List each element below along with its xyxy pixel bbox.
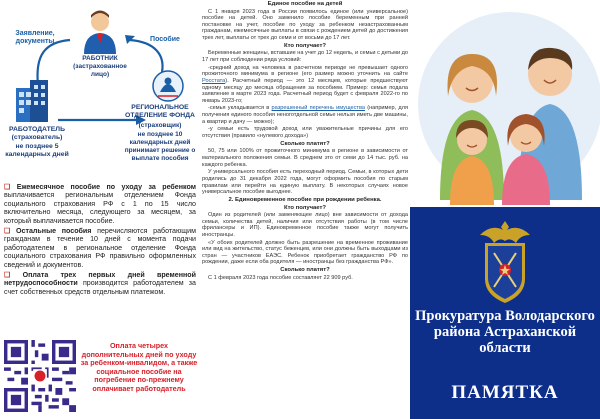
benefit-label: Пособие xyxy=(150,36,180,43)
qr-code-icon[interactable] xyxy=(4,340,76,412)
prosecutor-office-title: Прокуратура Володарского района Астраханской области xyxy=(415,308,595,356)
paragraph: Один из родителей (или заменяющее лицо) вне зависимости от дохода семьи, количества детей, наличия или отсутствия работы (в том числе фрилансеры и ИП). Единовременное пособие также могут получить иностранцы. xyxy=(202,212,408,238)
employer-deadline: не позднее 5 календарных дней xyxy=(5,143,69,158)
subheading: Кто получает? xyxy=(284,204,326,211)
prosecutor-banner xyxy=(410,207,600,419)
memo-title: ПАМЯТКА xyxy=(451,382,559,403)
subheading: Кто получает? xyxy=(284,42,326,49)
worker-icon xyxy=(84,11,116,55)
statement-label: Заявление, документы xyxy=(15,30,55,45)
employer-payments-note: Оплата четырех дополнительных дней по уходу за ребенком-инвалидом, а также социальное пособие на погребение по-прежнему оплачивает работодатель xyxy=(80,341,198,393)
list-item: ❑ Ежемесячное пособие по уходу за ребенком выплачивается региональным отделением Фонда социального страхования РФ с 1 по 15 число включительно месяца, следующего за месяцем, за который выплачивается пособие. xyxy=(4,183,196,225)
rosstat-link[interactable]: Росстата xyxy=(202,77,226,84)
fund-title: РЕГИОНАЛЬНОЕ ОТДЕЛЕНИЕ ФОНДА xyxy=(125,104,195,119)
paragraph: С 1 января 2023 года в России появилось единое (или универсальное) пособие на детей. Оно заменило пособие беременным при ранней постановке на учет, пособие по уходу за ребенком незастрахованным гражданам, ежемесячные выплаты в связи с рождением детей до достижения трех лет, выплаты от трех до семи и от восьми до 17 лет. xyxy=(202,8,408,41)
list-item: ❑ Оплата трех первых дней временной нетрудоспособности производится работодателем за счет собственных средств отдельным платежом. xyxy=(4,271,196,296)
fund-role: (страховщик) xyxy=(138,122,182,129)
subheading: Сколько платят? xyxy=(280,140,330,147)
benefit-flow-diagram xyxy=(0,0,200,180)
right-column xyxy=(410,0,600,419)
paragraph: У универсального пособия есть переходный период. Семьи, в которых дети родились до 31 декабря 2022 года, могут оформить пособия по старым правилам или перейти на единую выплату. В некоторых случаях новое универсальное пособие выгоднее. xyxy=(202,169,408,196)
payment-rules-list xyxy=(4,183,196,298)
paragraph: Беременные женщины, вставшие на учет до 12 недель, и семьи с детьми до 17 лет при соблюдении ряда условий: xyxy=(202,50,408,63)
family-illustration xyxy=(410,0,600,205)
paragraph: «У обоих родителей должно быть разрешение на временное проживание или вид на жительство, статус беженцев, или они должны быть выходцами из стран — участников ЕАЭС. Ребенок приобретает гражданство РФ по рождении, даже если оба родителя — иностранцы без гражданства РФ». xyxy=(202,239,408,266)
left-column xyxy=(0,0,200,419)
fund-deadline: не позднее 10 календарных дней принимает решение о выплате пособия xyxy=(124,131,196,162)
employer-title: РАБОТОДАТЕЛЬ (страхователь) xyxy=(9,126,65,141)
prosecutor-emblem-icon xyxy=(472,213,538,305)
paragraph: С 1 февраля 2023 года пособие составляет 22 909 руб. xyxy=(208,274,353,281)
subheading: Сколько платят? xyxy=(280,267,330,274)
worker-label: РАБОТНИК (застрахованное лицо) xyxy=(73,55,127,78)
paragraph: 50, 75 или 100% от прожиточного минимума в регионе в зависимости от материального положения семьи. В среднем это от семи до 14 тыс. руб. на каждого ребенка. xyxy=(202,148,408,168)
office-building-icon xyxy=(16,80,48,122)
paragraph: -средний доход на человека в расчетном периоде не превышает одного прожиточного минимума в регионе (его размер можно уточнить на сайте Росстата). Расчетный период — это 12 месяцев, которые предшествуют одному месяцу до месяца обращения за пособием. Пример: семья подала заявление в марте 2023 года. Расчетный период будет с февраля 2022-го по январь 2023-го; xyxy=(202,64,408,104)
paragraph: -у семьи есть трудовой доход или уважительные причины для его отсутствия (правило «нулевого дохода») xyxy=(202,126,408,140)
main-text-column xyxy=(202,0,408,419)
property-list-link[interactable]: разрешенный перечень имущества xyxy=(271,105,365,112)
paragraph: -семья укладывается в разрешенный перечень имущества (например, для получения единого пособия неноготдельной семье нельзя иметь две машины, а квартир и дачу — можно); xyxy=(202,105,408,125)
section-title: Единое пособие на детей xyxy=(267,1,343,7)
social-fund-icon xyxy=(153,71,183,101)
section-title: 2. Единовременное пособие при рождении ребенка. xyxy=(228,196,382,203)
list-item: ❑ Остальные пособия перечисляются работающим гражданам в течение 10 дней с момента подачи работодателем в региональное отделение Фонда социального страхования РФ правильно оформленных сведений и документов. xyxy=(4,227,196,269)
